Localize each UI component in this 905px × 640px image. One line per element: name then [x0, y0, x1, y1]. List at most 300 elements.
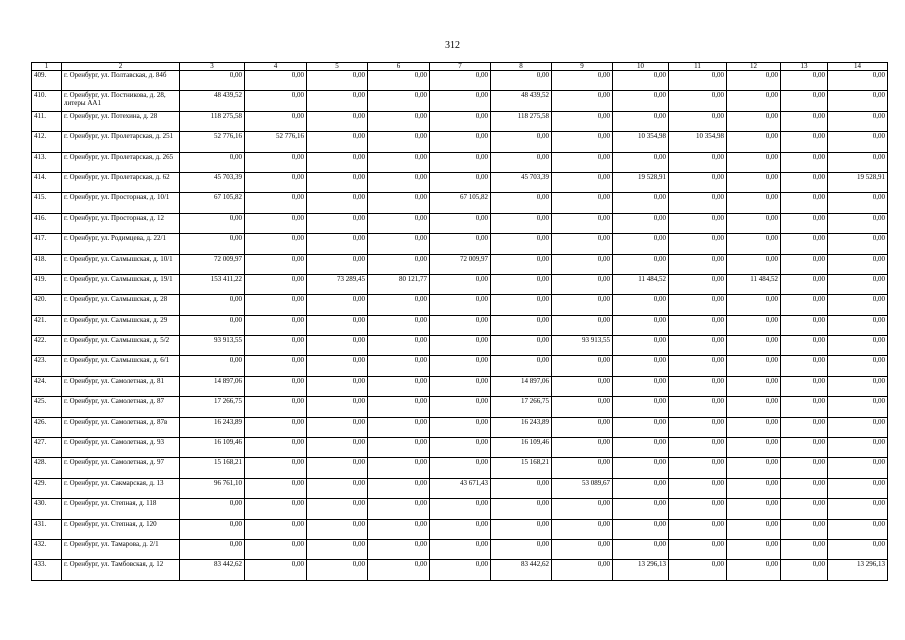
value-cell-col-12: 0,00	[727, 560, 781, 580]
value-cell-col-12: 0,00	[727, 356, 781, 376]
row-number: 418.	[32, 254, 62, 274]
value-cell-col-9: 0,00	[552, 111, 613, 131]
row-number: 424.	[32, 376, 62, 396]
value-cell-col-8: 16 243,89	[491, 417, 552, 437]
value-cell-col-5: 0,00	[307, 356, 368, 376]
value-cell-col-3: 0,00	[180, 295, 245, 315]
value-cell-col-13: 0,00	[781, 356, 828, 376]
value-cell-col-6: 0,00	[368, 193, 430, 213]
value-cell-col-4: 0,00	[245, 213, 307, 233]
value-cell-col-11: 0,00	[669, 356, 727, 376]
row-number: 422.	[32, 336, 62, 356]
value-cell-col-8: 0,00	[491, 234, 552, 254]
value-cell-col-3: 52 776,16	[180, 132, 245, 152]
value-cell-col-9: 0,00	[552, 132, 613, 152]
value-cell-col-7: 0,00	[430, 499, 491, 519]
value-cell-col-6: 0,00	[368, 539, 430, 559]
address-cell: г. Оренбург, ул. Пролетарская, д. 251	[62, 132, 180, 152]
value-cell-col-8: 45 703,39	[491, 172, 552, 192]
column-header-5: 5	[307, 63, 368, 71]
value-cell-col-7: 0,00	[430, 172, 491, 192]
value-cell-col-4: 0,00	[245, 560, 307, 580]
value-cell-col-9: 0,00	[552, 438, 613, 458]
value-cell-col-14: 0,00	[828, 213, 888, 233]
value-cell-col-9: 0,00	[552, 560, 613, 580]
row-number: 432.	[32, 539, 62, 559]
value-cell-col-10: 0,00	[613, 193, 669, 213]
value-cell-col-14: 0,00	[828, 438, 888, 458]
address-cell: г. Оренбург, ул. Просторная, д. 10/1	[62, 193, 180, 213]
value-cell-col-11: 0,00	[669, 397, 727, 417]
value-cell-col-11: 0,00	[669, 336, 727, 356]
value-cell-col-4: 0,00	[245, 71, 307, 91]
value-cell-col-5: 0,00	[307, 172, 368, 192]
value-cell-col-14: 0,00	[828, 356, 888, 376]
value-cell-col-4: 0,00	[245, 193, 307, 213]
table-row	[32, 132, 888, 152]
value-cell-col-7: 43 671,43	[430, 478, 491, 498]
value-cell-col-7: 0,00	[430, 274, 491, 294]
row-number: 426.	[32, 417, 62, 437]
value-cell-col-11: 0,00	[669, 417, 727, 437]
value-cell-col-12: 0,00	[727, 91, 781, 111]
value-cell-col-9: 0,00	[552, 213, 613, 233]
row-number: 431.	[32, 519, 62, 539]
table-row	[32, 499, 888, 519]
value-cell-col-6: 0,00	[368, 417, 430, 437]
value-cell-col-11: 0,00	[669, 91, 727, 111]
address-cell: г. Оренбург, ул. Пролетарская, д. 62	[62, 172, 180, 192]
row-number: 423.	[32, 356, 62, 376]
address-cell: г. Оренбург, ул. Салмышская, д. 19/1	[62, 274, 180, 294]
value-cell-col-12: 0,00	[727, 71, 781, 91]
value-cell-col-9: 0,00	[552, 172, 613, 192]
value-cell-col-8: 16 109,46	[491, 438, 552, 458]
row-number: 433.	[32, 560, 62, 580]
address-cell: г. Оренбург, ул. Сакмарская, д. 13	[62, 478, 180, 498]
value-cell-col-8: 0,00	[491, 213, 552, 233]
value-cell-col-13: 0,00	[781, 499, 828, 519]
value-cell-col-13: 0,00	[781, 417, 828, 437]
value-cell-col-5: 0,00	[307, 295, 368, 315]
value-cell-col-8: 0,00	[491, 519, 552, 539]
value-cell-col-6: 0,00	[368, 315, 430, 335]
value-cell-col-5: 0,00	[307, 315, 368, 335]
value-cell-col-7: 0,00	[430, 295, 491, 315]
value-cell-col-4: 0,00	[245, 397, 307, 417]
value-cell-col-10: 0,00	[613, 356, 669, 376]
value-cell-col-10: 0,00	[613, 213, 669, 233]
row-number: 416.	[32, 213, 62, 233]
row-number: 427.	[32, 438, 62, 458]
value-cell-col-3: 93 913,55	[180, 336, 245, 356]
row-number: 411.	[32, 111, 62, 131]
value-cell-col-12: 0,00	[727, 111, 781, 131]
value-cell-col-13: 0,00	[781, 71, 828, 91]
address-cell: г. Оренбург, ул. Родимцева, д. 22/1	[62, 234, 180, 254]
row-number: 409.	[32, 71, 62, 91]
value-cell-col-3: 153 411,22	[180, 274, 245, 294]
value-cell-col-3: 15 168,21	[180, 458, 245, 478]
value-cell-col-11: 0,00	[669, 539, 727, 559]
table-row	[32, 478, 888, 498]
value-cell-col-5: 73 289,45	[307, 274, 368, 294]
value-cell-col-3: 0,00	[180, 71, 245, 91]
table-body	[32, 71, 888, 581]
value-cell-col-5: 0,00	[307, 539, 368, 559]
value-cell-col-11: 10 354,98	[669, 132, 727, 152]
value-cell-col-4: 0,00	[245, 295, 307, 315]
value-cell-col-6: 0,00	[368, 356, 430, 376]
value-cell-col-7: 0,00	[430, 336, 491, 356]
table-row	[32, 234, 888, 254]
address-cell: г. Оренбург, ул. Самолетная, д. 97	[62, 458, 180, 478]
value-cell-col-13: 0,00	[781, 111, 828, 131]
value-cell-col-7: 0,00	[430, 458, 491, 478]
value-cell-col-14: 0,00	[828, 499, 888, 519]
value-cell-col-6: 0,00	[368, 91, 430, 111]
table-row	[32, 458, 888, 478]
value-cell-col-14: 0,00	[828, 152, 888, 172]
value-cell-col-12: 0,00	[727, 315, 781, 335]
value-cell-col-5: 0,00	[307, 499, 368, 519]
value-cell-col-10: 0,00	[613, 397, 669, 417]
column-header-4: 4	[245, 63, 307, 71]
value-cell-col-7: 0,00	[430, 71, 491, 91]
address-cell: г. Оренбург, ул. Самолетная, д. 87	[62, 397, 180, 417]
table-row	[32, 295, 888, 315]
value-cell-col-11: 0,00	[669, 274, 727, 294]
value-cell-col-7: 0,00	[430, 397, 491, 417]
value-cell-col-9: 0,00	[552, 356, 613, 376]
value-cell-col-8: 0,00	[491, 295, 552, 315]
value-cell-col-12: 0,00	[727, 417, 781, 437]
value-cell-col-3: 0,00	[180, 519, 245, 539]
value-cell-col-13: 0,00	[781, 315, 828, 335]
address-cell: г. Оренбург, ул. Степная, д. 118	[62, 499, 180, 519]
value-cell-col-3: 118 275,58	[180, 111, 245, 131]
table-row	[32, 152, 888, 172]
value-cell-col-10: 0,00	[613, 295, 669, 315]
value-cell-col-7: 0,00	[430, 111, 491, 131]
address-cell: г. Оренбург, ул. Потехина, д. 28	[62, 111, 180, 131]
address-cell: г. Оренбург, ул. Тамбовская, д. 12	[62, 560, 180, 580]
value-cell-col-7: 0,00	[430, 560, 491, 580]
value-cell-col-14: 0,00	[828, 193, 888, 213]
value-cell-col-7: 0,00	[430, 417, 491, 437]
value-cell-col-10: 0,00	[613, 254, 669, 274]
value-cell-col-13: 0,00	[781, 213, 828, 233]
value-cell-col-8: 83 442,62	[491, 560, 552, 580]
table-row	[32, 91, 888, 111]
value-cell-col-13: 0,00	[781, 397, 828, 417]
value-cell-col-6: 0,00	[368, 376, 430, 396]
value-cell-col-5: 0,00	[307, 478, 368, 498]
table-row	[32, 336, 888, 356]
value-cell-col-5: 0,00	[307, 560, 368, 580]
value-cell-col-9: 0,00	[552, 274, 613, 294]
value-cell-col-13: 0,00	[781, 132, 828, 152]
value-cell-col-8: 15 168,21	[491, 458, 552, 478]
value-cell-col-12: 0,00	[727, 478, 781, 498]
value-cell-col-6: 0,00	[368, 438, 430, 458]
value-cell-col-12: 0,00	[727, 438, 781, 458]
value-cell-col-11: 0,00	[669, 560, 727, 580]
row-number: 415.	[32, 193, 62, 213]
table-row	[32, 438, 888, 458]
value-cell-col-5: 0,00	[307, 417, 368, 437]
value-cell-col-13: 0,00	[781, 193, 828, 213]
value-cell-col-4: 0,00	[245, 519, 307, 539]
value-cell-col-10: 0,00	[613, 519, 669, 539]
table-row	[32, 519, 888, 539]
value-cell-col-8: 0,00	[491, 132, 552, 152]
value-cell-col-6: 0,00	[368, 111, 430, 131]
value-cell-col-11: 0,00	[669, 193, 727, 213]
value-cell-col-14: 0,00	[828, 254, 888, 274]
value-cell-col-8: 0,00	[491, 336, 552, 356]
value-cell-col-8: 0,00	[491, 274, 552, 294]
value-cell-col-6: 0,00	[368, 478, 430, 498]
row-number: 420.	[32, 295, 62, 315]
table-row	[32, 172, 888, 192]
value-cell-col-8: 0,00	[491, 315, 552, 335]
value-cell-col-7: 0,00	[430, 213, 491, 233]
value-cell-col-5: 0,00	[307, 376, 368, 396]
value-cell-col-3: 83 442,62	[180, 560, 245, 580]
value-cell-col-7: 0,00	[430, 438, 491, 458]
column-header-2: 2	[62, 63, 180, 71]
value-cell-col-4: 0,00	[245, 356, 307, 376]
table-row	[32, 315, 888, 335]
value-cell-col-12: 0,00	[727, 376, 781, 396]
value-cell-col-3: 72 009,97	[180, 254, 245, 274]
value-cell-col-8: 17 266,75	[491, 397, 552, 417]
value-cell-col-5: 0,00	[307, 193, 368, 213]
value-cell-col-4: 52 776,16	[245, 132, 307, 152]
value-cell-col-5: 0,00	[307, 152, 368, 172]
address-cell: г. Оренбург, ул. Постникова, д. 28, литеры АА1	[62, 91, 180, 111]
value-cell-col-6: 0,00	[368, 519, 430, 539]
value-cell-col-13: 0,00	[781, 172, 828, 192]
row-number: 419.	[32, 274, 62, 294]
column-header-14: 14	[828, 63, 888, 71]
value-cell-col-9: 0,00	[552, 376, 613, 396]
value-cell-col-13: 0,00	[781, 152, 828, 172]
data-table	[31, 62, 888, 581]
value-cell-col-12: 0,00	[727, 152, 781, 172]
address-cell: г. Оренбург, ул. Просторная, д. 12	[62, 213, 180, 233]
value-cell-col-14: 0,00	[828, 71, 888, 91]
table-header	[32, 63, 888, 71]
table-row	[32, 397, 888, 417]
value-cell-col-9: 0,00	[552, 417, 613, 437]
value-cell-col-12: 0,00	[727, 499, 781, 519]
value-cell-col-7: 0,00	[430, 356, 491, 376]
value-cell-col-14: 19 528,91	[828, 172, 888, 192]
value-cell-col-5: 0,00	[307, 519, 368, 539]
value-cell-col-10: 0,00	[613, 234, 669, 254]
value-cell-col-3: 0,00	[180, 234, 245, 254]
value-cell-col-7: 67 105,82	[430, 193, 491, 213]
row-number: 410.	[32, 91, 62, 111]
value-cell-col-4: 0,00	[245, 417, 307, 437]
value-cell-col-14: 0,00	[828, 376, 888, 396]
value-cell-col-12: 0,00	[727, 295, 781, 315]
row-number: 428.	[32, 458, 62, 478]
address-cell: г. Оренбург, ул. Пролетарская, д. 265	[62, 152, 180, 172]
value-cell-col-6: 0,00	[368, 336, 430, 356]
value-cell-col-8: 118 275,58	[491, 111, 552, 131]
value-cell-col-13: 0,00	[781, 336, 828, 356]
value-cell-col-14: 0,00	[828, 336, 888, 356]
value-cell-col-9: 0,00	[552, 295, 613, 315]
value-cell-col-8: 0,00	[491, 478, 552, 498]
address-cell: г. Оренбург, ул. Самолетная, д. 81	[62, 376, 180, 396]
page-number: 312	[445, 40, 460, 51]
value-cell-col-10: 0,00	[613, 499, 669, 519]
value-cell-col-10: 0,00	[613, 71, 669, 91]
value-cell-col-12: 0,00	[727, 458, 781, 478]
value-cell-col-10: 0,00	[613, 438, 669, 458]
value-cell-col-4: 0,00	[245, 111, 307, 131]
value-cell-col-4: 0,00	[245, 438, 307, 458]
value-cell-col-8: 14 897,06	[491, 376, 552, 396]
value-cell-col-14: 13 296,13	[828, 560, 888, 580]
value-cell-col-12: 0,00	[727, 539, 781, 559]
value-cell-col-12: 0,00	[727, 519, 781, 539]
value-cell-col-5: 0,00	[307, 234, 368, 254]
value-cell-col-13: 0,00	[781, 295, 828, 315]
value-cell-col-11: 0,00	[669, 315, 727, 335]
header-row	[32, 63, 888, 71]
value-cell-col-6: 0,00	[368, 560, 430, 580]
value-cell-col-9: 0,00	[552, 519, 613, 539]
value-cell-col-3: 0,00	[180, 539, 245, 559]
value-cell-col-5: 0,00	[307, 132, 368, 152]
value-cell-col-3: 17 266,75	[180, 397, 245, 417]
address-cell: г. Оренбург, ул. Салмышская, д. 10/1	[62, 254, 180, 274]
value-cell-col-14: 0,00	[828, 519, 888, 539]
value-cell-col-14: 0,00	[828, 111, 888, 131]
column-header-11: 11	[669, 63, 727, 71]
value-cell-col-12: 0,00	[727, 132, 781, 152]
value-cell-col-5: 0,00	[307, 336, 368, 356]
value-cell-col-6: 80 121,77	[368, 274, 430, 294]
value-cell-col-6: 0,00	[368, 172, 430, 192]
column-header-1: 1	[32, 63, 62, 71]
value-cell-col-7: 0,00	[430, 376, 491, 396]
value-cell-col-10: 0,00	[613, 336, 669, 356]
value-cell-col-7: 0,00	[430, 315, 491, 335]
value-cell-col-3: 45 703,39	[180, 172, 245, 192]
value-cell-col-4: 0,00	[245, 539, 307, 559]
row-number: 430.	[32, 499, 62, 519]
value-cell-col-14: 0,00	[828, 539, 888, 559]
address-cell: г. Оренбург, ул. Полтавская, д. 84б	[62, 71, 180, 91]
address-cell: г. Оренбург, ул. Салмышская, д. 28	[62, 295, 180, 315]
column-header-13: 13	[781, 63, 828, 71]
value-cell-col-4: 0,00	[245, 172, 307, 192]
value-cell-col-12: 0,00	[727, 397, 781, 417]
value-cell-col-7: 0,00	[430, 234, 491, 254]
value-cell-col-10: 0,00	[613, 91, 669, 111]
value-cell-col-14: 0,00	[828, 274, 888, 294]
value-cell-col-6: 0,00	[368, 234, 430, 254]
value-cell-col-11: 0,00	[669, 111, 727, 131]
value-cell-col-10: 0,00	[613, 315, 669, 335]
value-cell-col-13: 0,00	[781, 560, 828, 580]
value-cell-col-5: 0,00	[307, 71, 368, 91]
value-cell-col-5: 0,00	[307, 91, 368, 111]
row-number: 413.	[32, 152, 62, 172]
table-row	[32, 417, 888, 437]
value-cell-col-3: 0,00	[180, 315, 245, 335]
table-row	[32, 274, 888, 294]
value-cell-col-7: 0,00	[430, 152, 491, 172]
value-cell-col-12: 0,00	[727, 254, 781, 274]
column-header-10: 10	[613, 63, 669, 71]
value-cell-col-11: 0,00	[669, 519, 727, 539]
value-cell-col-3: 16 109,46	[180, 438, 245, 458]
column-header-12: 12	[727, 63, 781, 71]
value-cell-col-13: 0,00	[781, 91, 828, 111]
column-header-7: 7	[430, 63, 491, 71]
row-number: 414.	[32, 172, 62, 192]
value-cell-col-5: 0,00	[307, 254, 368, 274]
row-number: 417.	[32, 234, 62, 254]
value-cell-col-10: 0,00	[613, 111, 669, 131]
value-cell-col-12: 0,00	[727, 336, 781, 356]
value-cell-col-11: 0,00	[669, 376, 727, 396]
value-cell-col-3: 48 439,52	[180, 91, 245, 111]
value-cell-col-9: 0,00	[552, 539, 613, 559]
table-row	[32, 213, 888, 233]
value-cell-col-4: 0,00	[245, 458, 307, 478]
value-cell-col-13: 0,00	[781, 458, 828, 478]
value-cell-col-6: 0,00	[368, 152, 430, 172]
value-cell-col-10: 0,00	[613, 152, 669, 172]
value-cell-col-10: 0,00	[613, 539, 669, 559]
value-cell-col-12: 0,00	[727, 193, 781, 213]
value-cell-col-14: 0,00	[828, 132, 888, 152]
value-cell-col-4: 0,00	[245, 152, 307, 172]
table-row	[32, 193, 888, 213]
value-cell-col-3: 0,00	[180, 356, 245, 376]
value-cell-col-13: 0,00	[781, 478, 828, 498]
value-cell-col-11: 0,00	[669, 234, 727, 254]
value-cell-col-8: 0,00	[491, 193, 552, 213]
value-cell-col-8: 0,00	[491, 499, 552, 519]
value-cell-col-6: 0,00	[368, 132, 430, 152]
value-cell-col-3: 14 897,06	[180, 376, 245, 396]
value-cell-col-3: 67 105,82	[180, 193, 245, 213]
value-cell-col-13: 0,00	[781, 234, 828, 254]
value-cell-col-9: 0,00	[552, 193, 613, 213]
value-cell-col-4: 0,00	[245, 499, 307, 519]
value-cell-col-5: 0,00	[307, 458, 368, 478]
value-cell-col-11: 0,00	[669, 458, 727, 478]
table-row	[32, 560, 888, 580]
value-cell-col-12: 0,00	[727, 172, 781, 192]
address-cell: г. Оренбург, ул. Самолетная, д. 93	[62, 438, 180, 458]
value-cell-col-9: 0,00	[552, 152, 613, 172]
value-cell-col-6: 0,00	[368, 254, 430, 274]
table-row	[32, 539, 888, 559]
value-cell-col-9: 0,00	[552, 397, 613, 417]
value-cell-col-5: 0,00	[307, 213, 368, 233]
value-cell-col-5: 0,00	[307, 111, 368, 131]
